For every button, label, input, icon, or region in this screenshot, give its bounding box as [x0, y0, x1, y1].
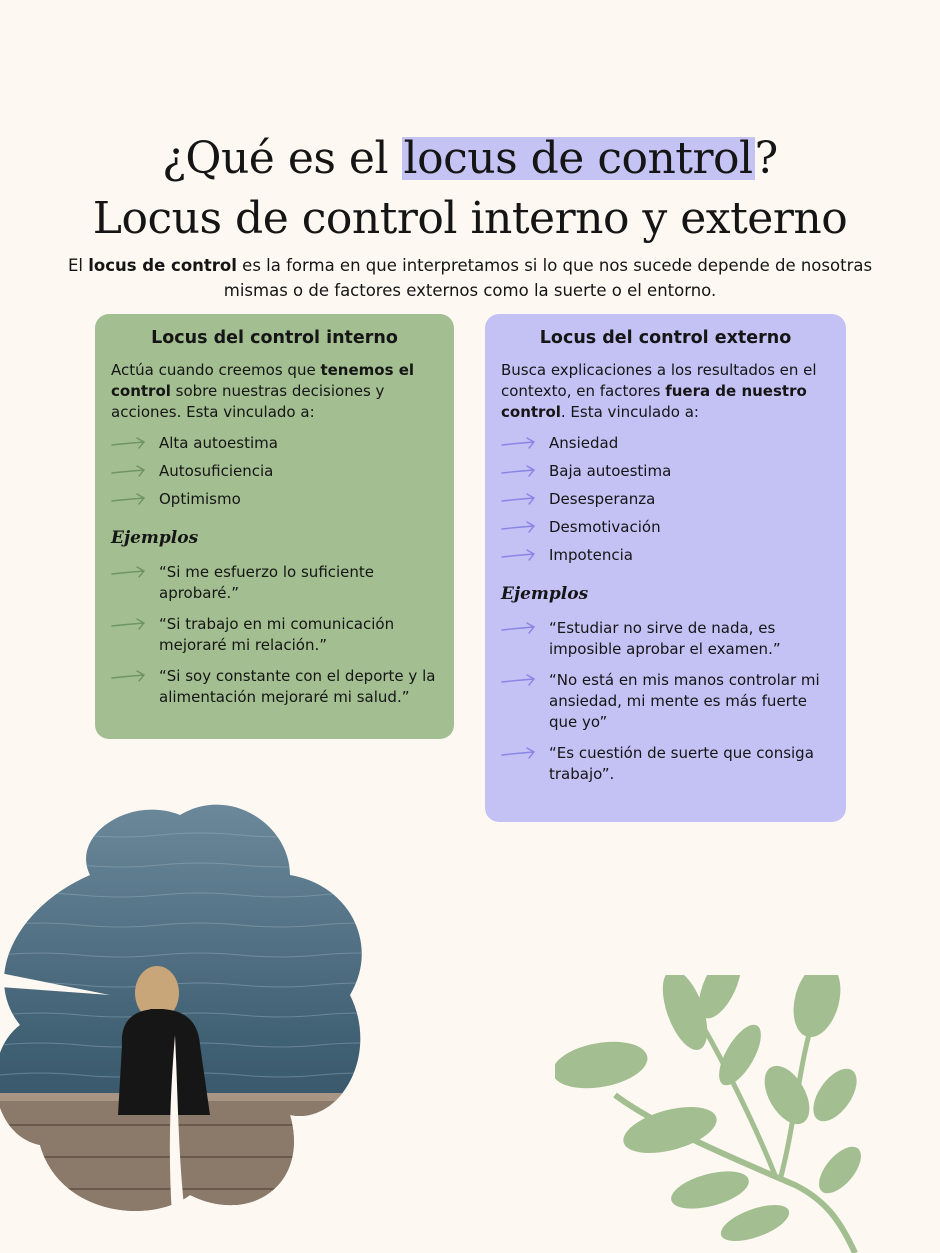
- arrow-icon: [501, 521, 537, 535]
- card-interno-heading: Locus del control interno: [151, 328, 398, 348]
- leaf-branch-icon: [555, 975, 865, 1253]
- title-prefix: ¿Qué es el: [162, 133, 402, 185]
- externo-examples-heading: Ejemplos: [501, 584, 589, 604]
- interno-examples-list: [111, 562, 438, 708]
- flower-photo: [0, 795, 370, 1215]
- list-item: “No está en mis manos controlar mi ansiedad, mi mente es más fuerte que yo”: [501, 670, 830, 733]
- arrow-icon: [501, 549, 537, 563]
- arrow-icon: [501, 622, 537, 636]
- arrow-icon: [501, 747, 537, 761]
- list-item: Baja autoestima: [501, 461, 830, 482]
- interno-traits-list: [111, 433, 438, 510]
- arrow-icon: [111, 437, 147, 451]
- list-item: “Si trabajo en mi comunicación mejoraré mi relación.”: [111, 614, 438, 656]
- card-externo-description: Busca explicaciones a los resultados en el contexto, en factores fuera de nuestro control. Esta vinculado a:: [501, 361, 817, 421]
- intro-bold: locus de control: [88, 255, 237, 275]
- arrow-icon: [111, 566, 147, 580]
- list-item: Alta autoestima: [111, 433, 438, 454]
- list-item: Ansiedad: [501, 433, 830, 454]
- card-interno-description: Actúa cuando creemos que tenemos el control sobre nuestras decisiones y acciones. Esta vinculado a:: [111, 361, 415, 421]
- intro-paragraph: El locus de control es la forma en que interpretamos si lo que nos sucede depende de nosotras mismas o de factores externos como la suerte o el entorno.: [67, 255, 873, 300]
- arrow-icon: [111, 670, 147, 684]
- card-externo: [485, 314, 846, 822]
- list-item: “Si me esfuerzo lo suficiente aprobaré.”: [111, 562, 438, 604]
- card-externo-heading: Locus del control externo: [539, 328, 792, 348]
- externo-examples-list: [501, 618, 830, 785]
- title-highlight: locus de control: [403, 133, 753, 185]
- list-item: Impotencia: [501, 545, 830, 566]
- page-title: [0, 129, 940, 249]
- arrow-icon: [111, 618, 147, 632]
- title-line2: Locus de control interno y externo: [92, 193, 848, 245]
- card-interno: [95, 314, 454, 739]
- arrow-icon: [501, 437, 537, 451]
- list-item: “Estudiar no sirve de nada, es imposible aprobar el examen.”: [501, 618, 830, 660]
- list-item: Autosuficiencia: [111, 461, 438, 482]
- arrow-icon: [501, 493, 537, 507]
- arrow-icon: [501, 674, 537, 688]
- externo-traits-list: [501, 433, 830, 566]
- interno-examples-heading: Ejemplos: [111, 528, 199, 548]
- list-item: “Es cuestión de suerte que consiga trabajo”.: [501, 743, 830, 785]
- arrow-icon: [111, 465, 147, 479]
- list-item: Optimismo: [111, 489, 438, 510]
- arrow-icon: [501, 465, 537, 479]
- list-item: Desmotivación: [501, 517, 830, 538]
- list-item: Desesperanza: [501, 489, 830, 510]
- arrow-icon: [111, 493, 147, 507]
- title-suffix: ?: [754, 133, 778, 185]
- list-item: “Si soy constante con el deporte y la alimentación mejoraré mi salud.”: [111, 666, 438, 708]
